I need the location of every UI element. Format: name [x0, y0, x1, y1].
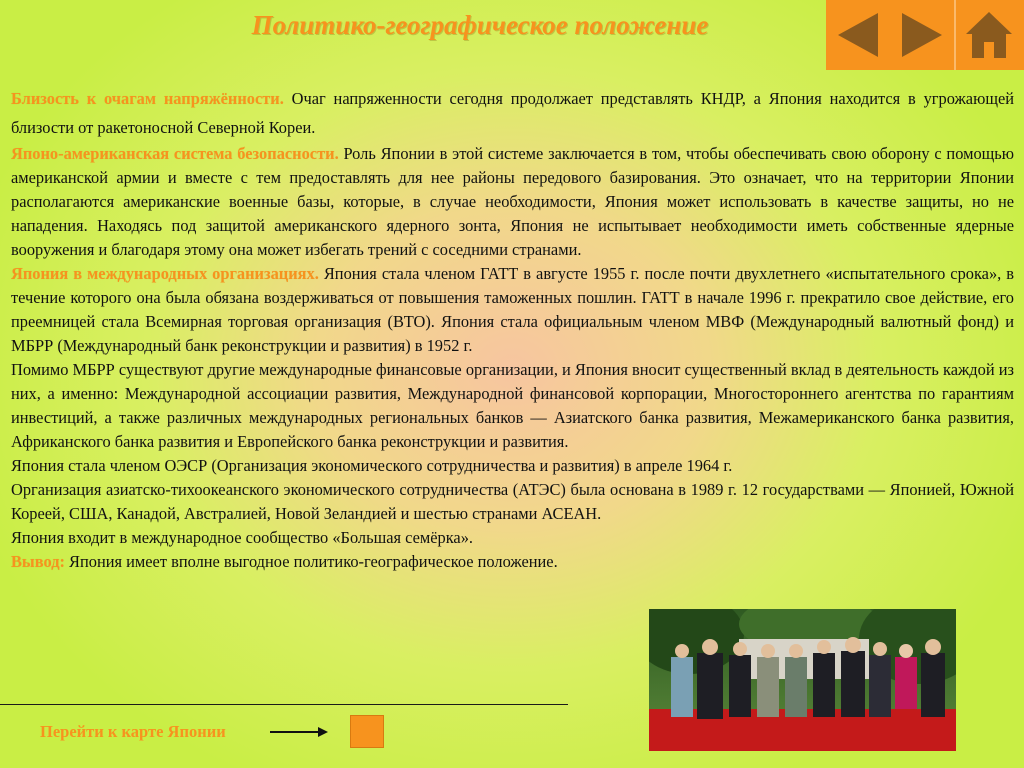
heading-security: Японо-американская система безопасности.	[11, 144, 339, 163]
right-arrow-icon	[268, 722, 330, 742]
navigation-panel	[826, 0, 1024, 70]
text-conclusion: Япония имеет вполне выгодное политико-географическое положение.	[64, 552, 558, 571]
paragraph-finance: Помимо МБРР существуют другие международные финансовые организации, и Япония вносит существенный вклад в деятельность каждой из них, а именно: Международной ассоциации развития, Международной финансовой корпорации, Многостороннего агентства по гарантиям инвестиций, а также различных международных региональных банков — Азиатского банка развития, Межамериканского банка развития, Африканского банка развития и Европейского банка реконструкции и развития.	[11, 360, 1014, 451]
heading-tension: Близость к очагам напряжённости.	[11, 89, 284, 108]
paragraph-oecd: Япония стала членом ОЭСР (Организация экономического сотрудничества и развития) в апреле 1964 г.	[11, 456, 733, 475]
forward-button[interactable]	[890, 0, 954, 70]
paragraph-g7: Япония входит в международное сообщество «Большая семёрка».	[11, 528, 473, 547]
home-icon	[962, 8, 1016, 62]
map-button[interactable]	[350, 715, 384, 748]
back-arrow-icon	[832, 9, 884, 61]
text-security: Роль Японии в этой системе заключается в том, чтобы обеспечивать свою оборону с помощью американской армии и вместе с тем предоставлять для нее районы передового базирования. Это означает, что на территории Японии располагаются американские военные базы, которые, в случае необходимости, Япония может использовать в качестве защиты, но не нападения. Находясь под защитой американского ядерного зонта, Япония не испытывает необходимости иметь собственные ядерные вооружения и благодаря этому она может избегать трений с соседними странами.	[11, 144, 1014, 259]
home-button[interactable]	[956, 0, 1022, 70]
back-button[interactable]	[826, 0, 890, 70]
heading-organizations: Япония в международных организациях.	[11, 264, 319, 283]
map-link[interactable]: Перейти к карте Японии	[40, 722, 226, 741]
text-organizations: Япония стала членом ГАТТ в августе 1955 г. после почти двухлетнего «испытательного срока», в течение которого она была обязана воздерживаться от повышения таможенных пошлин. ГАТТ в начале 1996 г. прекратило свое действие, его преемницей стала Всемирная торговая организация (ВТО). Япония стала официальным членом МВФ (Международный валютный фонд) и МБРР (Международный банк реконструкции и развития) в 1952 г.	[11, 264, 1015, 355]
heading-conclusion: Вывод:	[11, 552, 65, 571]
footer-divider	[0, 704, 568, 705]
paragraph-apec: Организация азиатско-тихоокеанского экономического сотрудничества (АТЭС) была основана в 1989 г. 12 государствами — Японией, Южной Кореей, США, Канадой, Австралией, Новой Зеландией и шестью странами АСЕАН.	[11, 480, 1014, 523]
slide-body	[11, 84, 1014, 574]
slide-title: Политико-географическое положение	[251, 10, 709, 40]
paragraph-organizations	[11, 262, 1014, 358]
paragraph-security	[11, 142, 1014, 262]
forward-arrow-icon	[896, 9, 948, 61]
paragraph-tension	[11, 84, 1014, 142]
summit-photo	[649, 609, 956, 751]
paragraph-conclusion	[11, 550, 581, 574]
text-tension: Очаг напряженности сегодня продолжает представлять КНДР, а Япония находится в угрожающей близости от ракетоносной Северной Кореи.	[11, 89, 1014, 137]
